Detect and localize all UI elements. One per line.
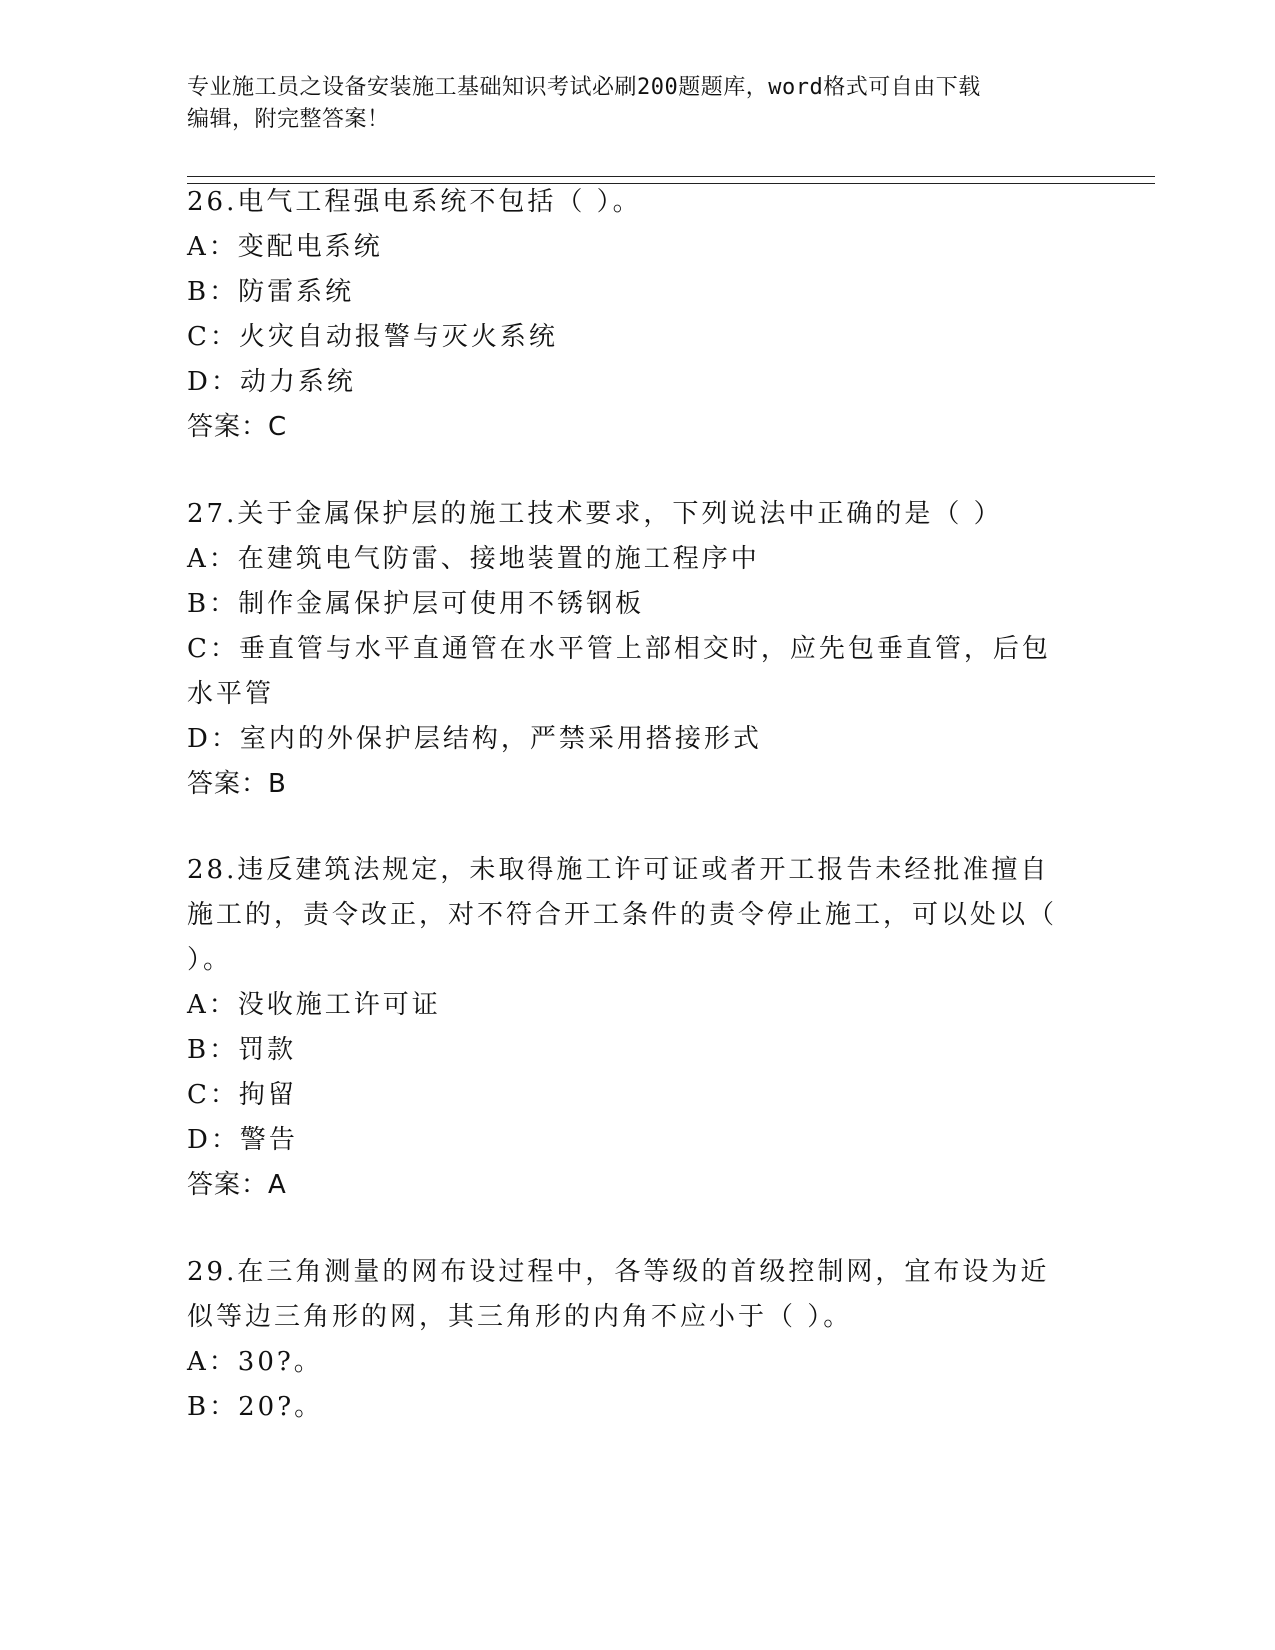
option-b: B：制作金属保护层可使用不锈钢板 <box>187 589 645 619</box>
answer: 答案：B <box>187 769 287 799</box>
question-stem: 28.违反建筑法规定，未取得施工许可证或者开工报告未经批准擅自施工的，责令改正，对不符合开工条件的责令停止施工，可以处以（ ）。 <box>187 855 1058 975</box>
option-c: C：拘留 <box>187 1080 297 1110</box>
header-title-line-2: 编辑，附完整答案！ <box>187 107 390 132</box>
question-26 <box>187 180 1077 450</box>
option-d: D：动力系统 <box>187 367 356 397</box>
question-28 <box>187 848 1077 1208</box>
question-stem: 29.在三角测量的网布设过程中，各等级的首级控制网，宜布设为近似等边三角形的网，其三角形的内角不应小于（ ）。 <box>187 1257 1050 1332</box>
option-a: A：30?。 <box>187 1347 323 1377</box>
option-b: B：罚款 <box>187 1035 297 1065</box>
question-stem: 27.关于金属保护层的施工技术要求，下列说法中正确的是（ ） <box>187 499 1003 529</box>
option-a: A：在建筑电气防雷、接地装置的施工程序中 <box>187 544 760 574</box>
question-stem: 26.电气工程强电系统不包括（ ）。 <box>187 187 642 217</box>
question-27 <box>187 492 1077 807</box>
option-c: C：垂直管与水平直通管在水平管上部相交时，应先包垂直管，后包水平管 <box>187 634 1051 709</box>
option-b: B：防雷系统 <box>187 277 355 307</box>
header-title-line-1: 专业施工员之设备安装施工基础知识考试必刷200题题库，word格式可自由下载 <box>187 75 981 100</box>
option-d: D：警告 <box>187 1125 298 1155</box>
option-b: B：20?。 <box>187 1392 324 1422</box>
question-29 <box>187 1250 1077 1430</box>
option-a: A：变配电系统 <box>187 232 383 262</box>
option-c: C：火灾自动报警与灭火系统 <box>187 322 558 352</box>
option-d: D：室内的外保护层结构，严禁采用搭接形式 <box>187 724 762 754</box>
option-a: A：没收施工许可证 <box>187 990 441 1020</box>
answer: 答案：C <box>187 412 288 442</box>
document-header <box>187 72 1077 136</box>
answer: 答案：A <box>187 1170 287 1200</box>
